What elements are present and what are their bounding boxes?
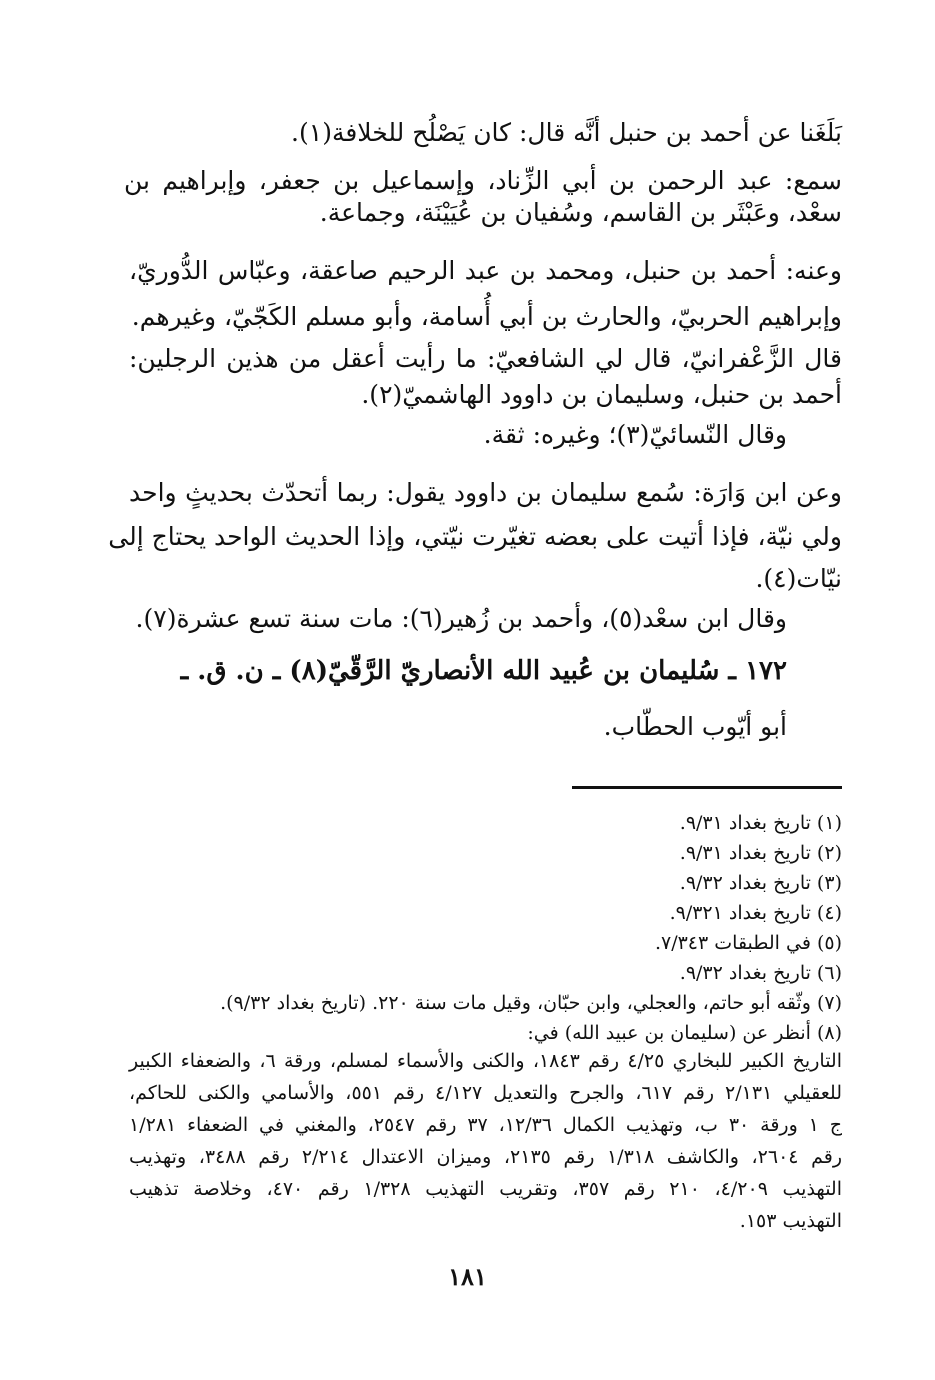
- footnote-8: (٨) أنظر عن (سليمان بن عبيد الله) في:: [527, 1022, 842, 1044]
- footnote-5: (٥) في الطبقات ٧/٣٤٣.: [654, 932, 842, 954]
- body-line-11: نيّات(٤).: [755, 564, 842, 593]
- body-line-8: وقال النّسائيّ(٣)؛ وغيره: ثقة.: [483, 420, 787, 449]
- footnote-3: (٣) تاريخ بغداد ٩/٣٢.: [679, 872, 842, 894]
- footnote-8-line-3: ج ١ ورقة ٣٠ ب، وتهذيب الكمال ١٢/٣٦، ٣٧ رقم ٢٥٤٧، والمغني في الضعفاء ١/٢٨١: [129, 1114, 843, 1136]
- body-line-4: وعنه: أحمد بن حنبل، ومحمد بن عبد الرحيم صاعقة، وعبّاس الدُّوريّ،: [129, 256, 842, 285]
- footnote-4: (٤) تاريخ بغداد ٩/٣٢١.: [669, 902, 842, 924]
- footnote-8-line-1: التاريخ الكبير للبخاري ٤/٢٥ رقم ١٨٤٣، والكنى والأسماء لمسلم، ورقة ٦، والضعفاء الكبير: [129, 1050, 842, 1072]
- body-line-2: سمع: عبد الرحمن بن أبي الزِّناد، وإسماعيل بن جعفر، وإبراهيم بن: [124, 166, 842, 195]
- footnote-6: (٦) تاريخ بغداد ٩/٣٢.: [679, 962, 842, 984]
- entry-kunya: أبو أيّوب الحطّاب.: [603, 712, 787, 741]
- footnote-divider: [572, 786, 842, 789]
- footnote-2: (٢) تاريخ بغداد ٩/٣١.: [679, 842, 842, 864]
- body-line-5: وإبراهيم الحربيّ، والحارث بن أبي أُسامة، وأبو مسلم الكَجّيّ، وغيرهم.: [131, 302, 842, 331]
- body-line-1: بَلَغَنا عن أحمد بن حنبل أنَّه قال: كان يَصْلُح للخلافة(١).: [291, 118, 842, 147]
- page-number: ١٨١: [448, 1262, 487, 1291]
- body-line-3: سعْد، وعَبْثَر بن القاسم، وسُفيان بن عُيَيْنَة، وجماعة.: [319, 198, 842, 227]
- footnote-8-line-2: للعقيلي ٢/١٣١ رقم ٦١٧، والجرح والتعديل ٤/١٢٧ رقم ٥٥١، والأسامي والكنى للحاكم،: [129, 1082, 843, 1104]
- body-line-6: قال الزَّعْفرانيّ، قال لي الشافعيّ: ما رأيت أعقل من هذين الرجلين:: [129, 344, 842, 373]
- footnote-7: (٧) وثّقه أبو حاتم، والعجلي، وابن حبّان، وقيل مات سنة ٢٢٠. (تاريخ بغداد ٩/٣٢).: [220, 992, 842, 1014]
- body-line-9: وعن ابن وَارَة: سُمع سليمان بن داوود يقول: ربما أتحدّث بحديثٍ واحد: [129, 478, 842, 507]
- body-line-12: وقال ابن سعْد(٥)، وأحمد بن زُهير(٦): مات سنة تسع عشرة(٧).: [135, 604, 787, 633]
- entry-heading: ١٧٢ ـ سُليمان بن عُبيد الله الأنصاريّ الرَّقّيّ(٨) ـ ن. ق. ـ: [180, 656, 787, 686]
- footnote-8-line-6: التهذيب ١٥٣.: [739, 1210, 842, 1232]
- body-line-7: أحمد بن حنبل، وسليمان بن داوود الهاشميّ(٢).: [361, 380, 842, 409]
- footnote-8-line-4: رقم ٢٦٠٤، والكاشف ١/٣١٨ رقم ٢١٣٥، وميزان الاعتدال ٢/٢١٤ رقم ٣٤٨٨، وتهذيب: [129, 1146, 842, 1168]
- footnote-1: (١) تاريخ بغداد ٩/٣١.: [679, 812, 842, 834]
- body-line-10: ولي نيّة، فإذا أتيت على بعضه تغيّرت نيّتي، وإذا الحديث الواحد يحتاج إلى: [108, 522, 842, 551]
- footnote-8-line-5: التهذيب ٤/٢٠٩، ٢١٠ رقم ٣٥٧، وتقريب التهذيب ١/٣٢٨ رقم ٤٧٠، وخلاصة تذهيب: [129, 1178, 842, 1200]
